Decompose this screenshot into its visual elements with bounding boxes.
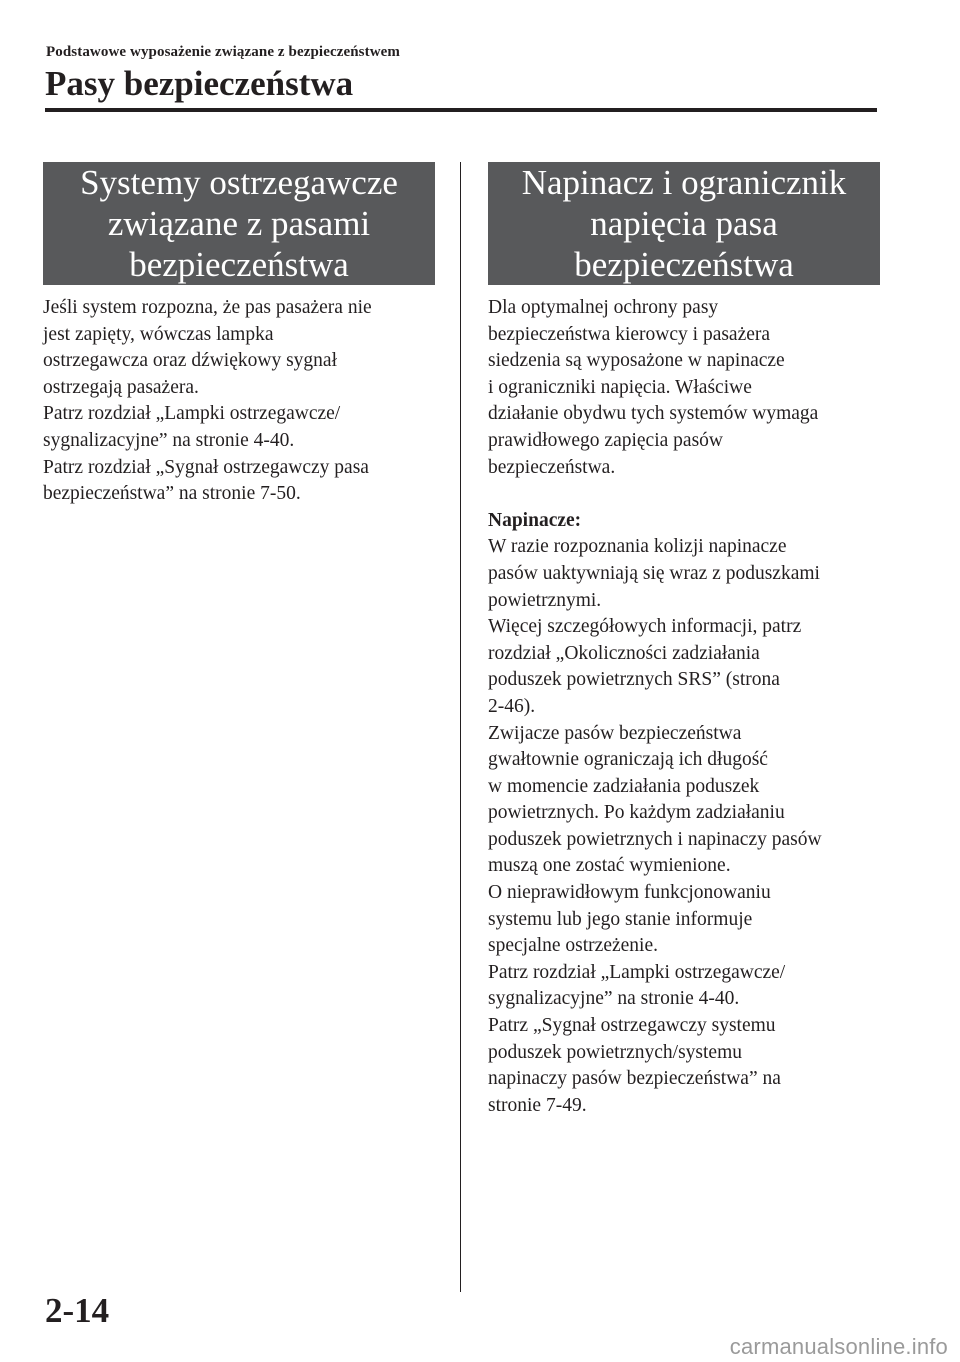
header-rule — [45, 108, 877, 112]
right-section-intro: Dla optymalnej ochrony pasy bezpieczeństwa kierowcy i pasażera siedzenia są wyposażone w napinacze i ograniczniki napięcia. Właściwe działanie obydwu tych systemów wymaga prawidłowego zapięcia pasów bezpieczeństwa. — [488, 297, 819, 478]
watermark[interactable]: carmanualsonline.info — [729, 1334, 948, 1359]
subheading-napinacze: Napinacze: — [488, 509, 582, 531]
page-title: Pasy bezpieczeństwa — [45, 64, 354, 103]
left-section-body: Jeśli system rozpozna, że pas pasażera nie jest zapięty, wówczas lampka ostrzegawcza oraz dźwiękowy sygnał ostrzegają pasażera. Patrz rozdział „Lampki ostrzegawcze/ sygnalizacyjne” na stronie 4-40. Patrz rozdział „Sygnał ostrzegawczy pasa bezpieczeństwa” na stronie 7-50. — [43, 297, 372, 505]
paragraph-spacer — [488, 481, 880, 508]
right-column — [488, 162, 880, 1119]
section-heading-box-right — [488, 162, 880, 285]
breadcrumb: Podstawowe wyposażenie związane z bezpieczeństwem — [46, 44, 400, 60]
left-column — [43, 162, 435, 508]
section-heading-box-left — [43, 162, 435, 285]
section-heading-right: Napinacz i ogranicznik napięcia pasa bezpieczeństwa — [521, 163, 847, 284]
column-divider — [460, 162, 461, 1292]
section-heading-left: Systemy ostrzegawcze związane z pasami bezpieczeństwa — [80, 163, 398, 284]
right-section-body: W razie rozpoznania kolizji napinacze pasów uaktywniają się wraz z poduszkami powietrznymi. Więcej szczegółowych informacji, patrz rozdział „Okoliczności zadziałania poduszek powietrznych SRS” (strona 2-46). Zwijacze pasów bezpieczeństwa gwałtownie ograniczają ich długość w momencie zadziałania poduszek powietrznych. Po każdym zadziałaniu poduszek powietrznych i napinaczy pasów muszą one zostać wymienione. O nieprawidłowym funkcjonowaniu systemu lub jego stanie informuje specjalne ostrzeżenie. Patrz rozdział „Lampki ostrzegawcze/ sygnalizacyjne” na stronie 4-40. Patrz „Sygnał ostrzegawczy systemu poduszek powietrznych/systemu napinaczy pasów bezpieczeństwa” na stronie 7-49. — [488, 536, 822, 1116]
page-number: 2-14 — [45, 1291, 110, 1330]
